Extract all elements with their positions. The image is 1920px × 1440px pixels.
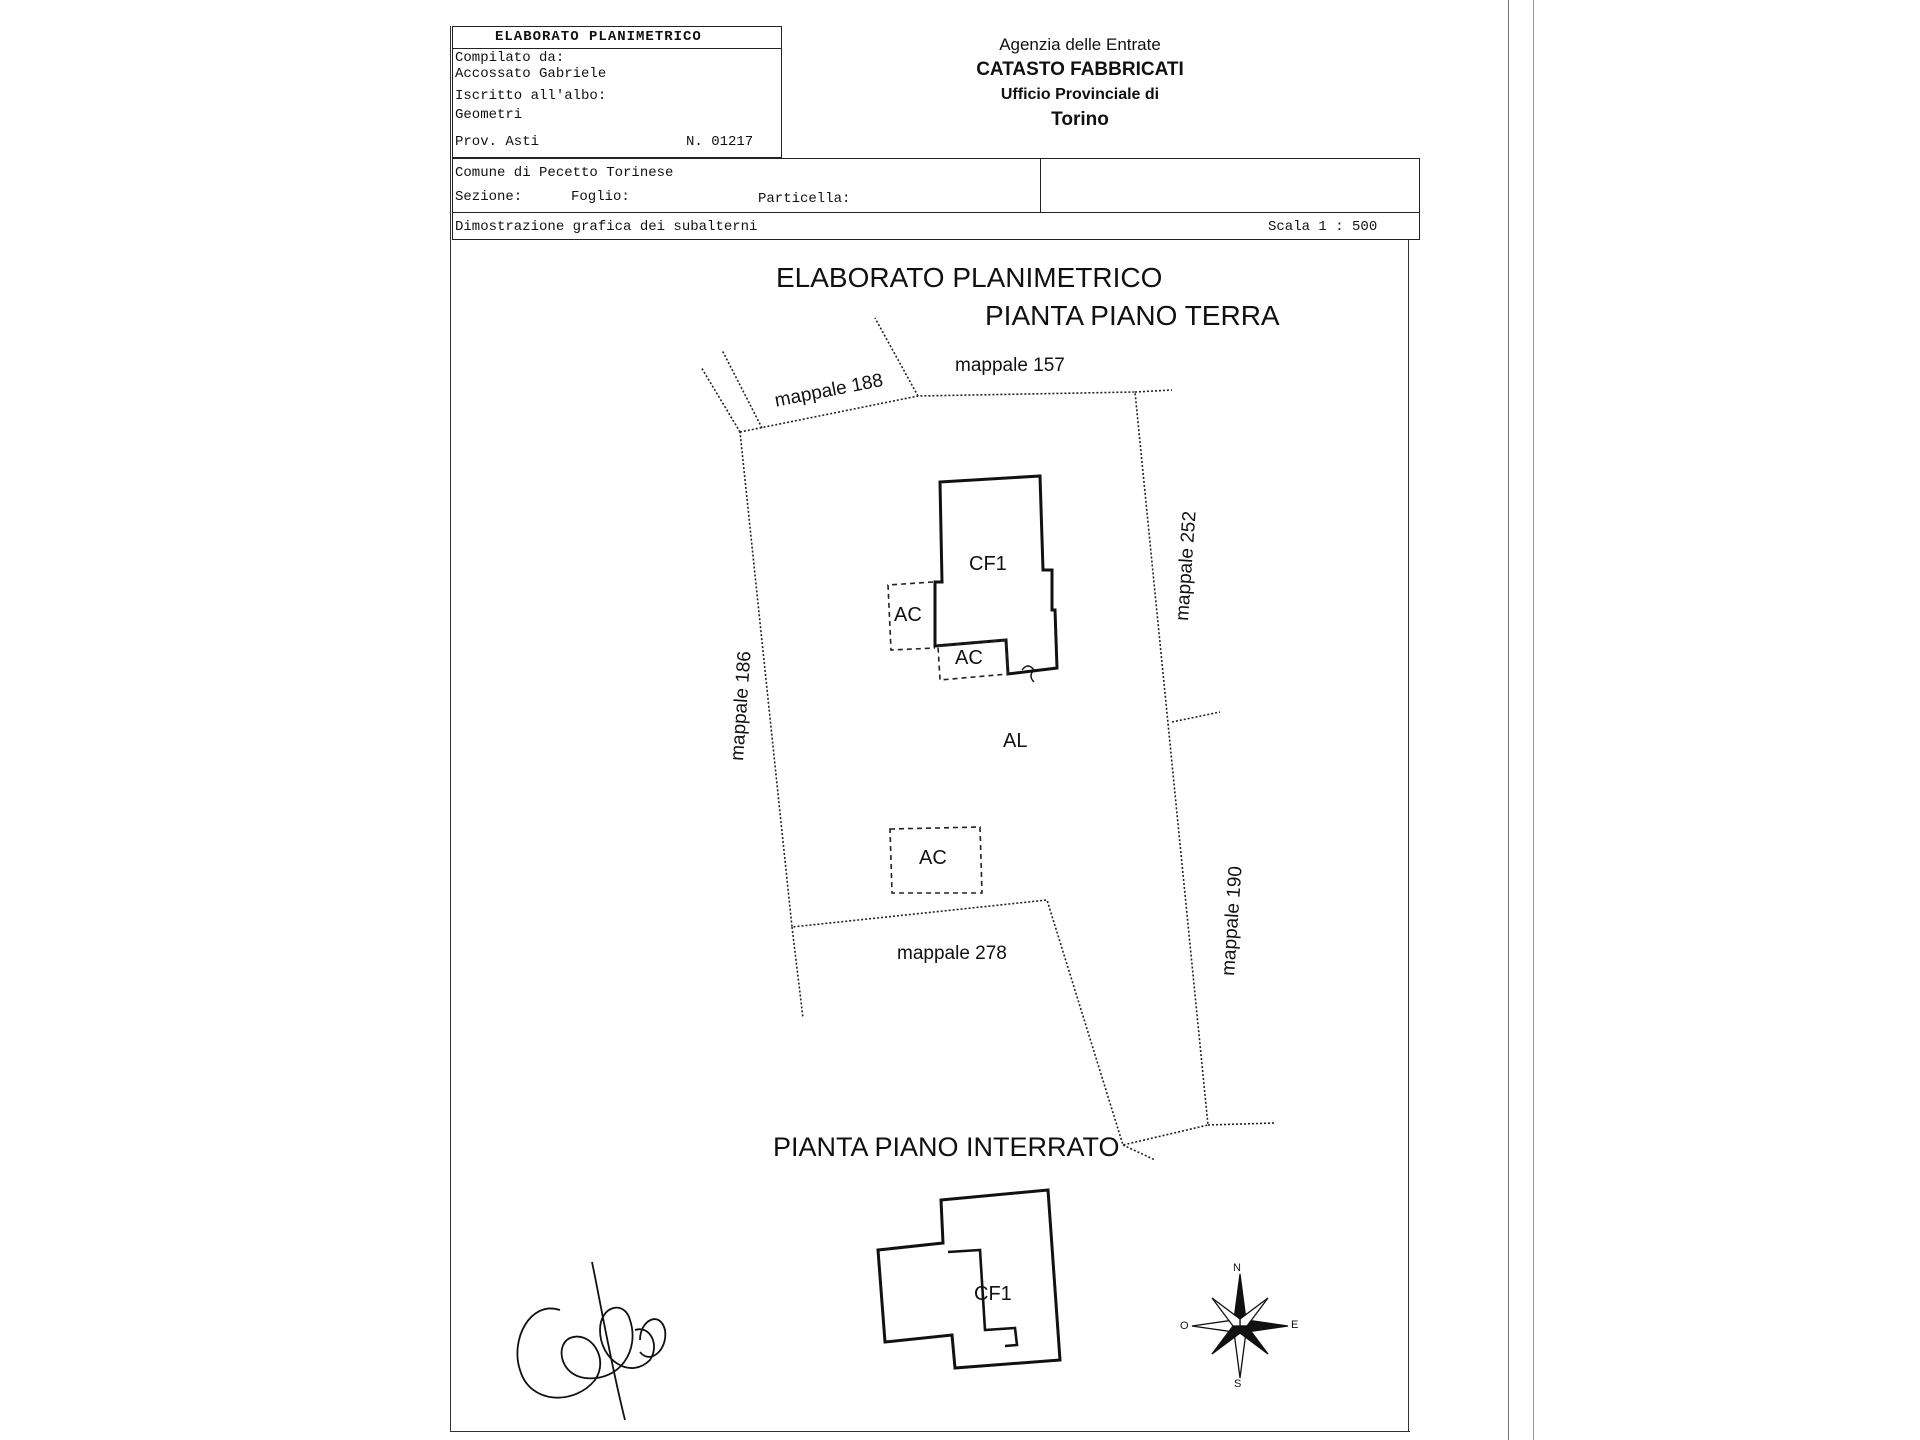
- boundary-extension-6: [792, 927, 803, 1018]
- comune: Comune di Pecetto Torinese: [455, 165, 674, 181]
- basement-title: PIANTA PIANO INTERRATO: [773, 1132, 1120, 1162]
- compass-rose: [1192, 1274, 1288, 1378]
- box-title: ELABORATO PLANIMETRICO: [495, 29, 702, 45]
- numero-albo: N. 01217: [686, 134, 754, 150]
- boundary-extension-7: [1208, 1123, 1275, 1125]
- label-mappale-186: mappale 186: [727, 650, 756, 762]
- stair-mark: [1022, 666, 1034, 682]
- boundary-extension-1: [701, 367, 740, 432]
- boundary-extension-5: [1172, 712, 1220, 722]
- foglio: Foglio:: [571, 189, 630, 205]
- compass-e: E: [1291, 1319, 1299, 1331]
- label-mappale-188: mappale 188: [773, 370, 885, 412]
- unit-ac-detached: AC: [919, 847, 947, 869]
- building-cf1-basement: [878, 1190, 1060, 1368]
- compass-n: N: [1233, 1262, 1241, 1274]
- particella: Particella:: [758, 191, 851, 207]
- label-mappale-157: mappale 157: [955, 355, 1065, 376]
- unit-ac-south: AC: [955, 647, 983, 669]
- unit-cf1-basement: CF1: [974, 1283, 1012, 1305]
- boundary-extension-4: [1135, 390, 1172, 392]
- boundary-extension-8: [1123, 1145, 1155, 1160]
- compilato-name: Accossato Gabriele: [455, 66, 607, 82]
- label-mappale-190: mappale 190: [1218, 865, 1247, 977]
- compilato-label: Compilato da:: [455, 50, 565, 66]
- agency-line-3: Ufficio Provinciale di: [1000, 86, 1160, 103]
- albo: Geometri: [455, 107, 523, 123]
- compass-s: S: [1234, 1378, 1242, 1390]
- signature: [517, 1262, 665, 1420]
- sezione: Sezione:: [455, 189, 523, 205]
- compass-o: O: [1180, 1320, 1189, 1332]
- agency-line-2: CATASTO FABBRICATI: [976, 59, 1184, 80]
- plan-title: ELABORATO PLANIMETRICO: [776, 262, 1163, 293]
- agency-line-1: Agenzia delle Entrate: [999, 35, 1161, 54]
- dimostrazione: Dimostrazione grafica dei subalterni: [455, 219, 758, 235]
- lot-boundary: [740, 392, 1208, 1145]
- label-mappale-252: mappale 252: [1172, 510, 1201, 622]
- provincia: Prov. Asti: [455, 134, 540, 150]
- agency-line-4: Torino: [1051, 109, 1109, 130]
- scala: Scala 1 : 500: [1268, 219, 1378, 235]
- boundary-extension-2: [722, 350, 762, 428]
- label-mappale-278: mappale 278: [897, 943, 1007, 964]
- unit-cf1-ground: CF1: [969, 553, 1007, 575]
- iscritto-label: Iscritto all'albo:: [455, 88, 607, 104]
- unit-ac-west: AC: [894, 604, 922, 626]
- ground-floor-title: PIANTA PIANO TERRA: [985, 300, 1280, 331]
- unit-al: AL: [1003, 730, 1028, 752]
